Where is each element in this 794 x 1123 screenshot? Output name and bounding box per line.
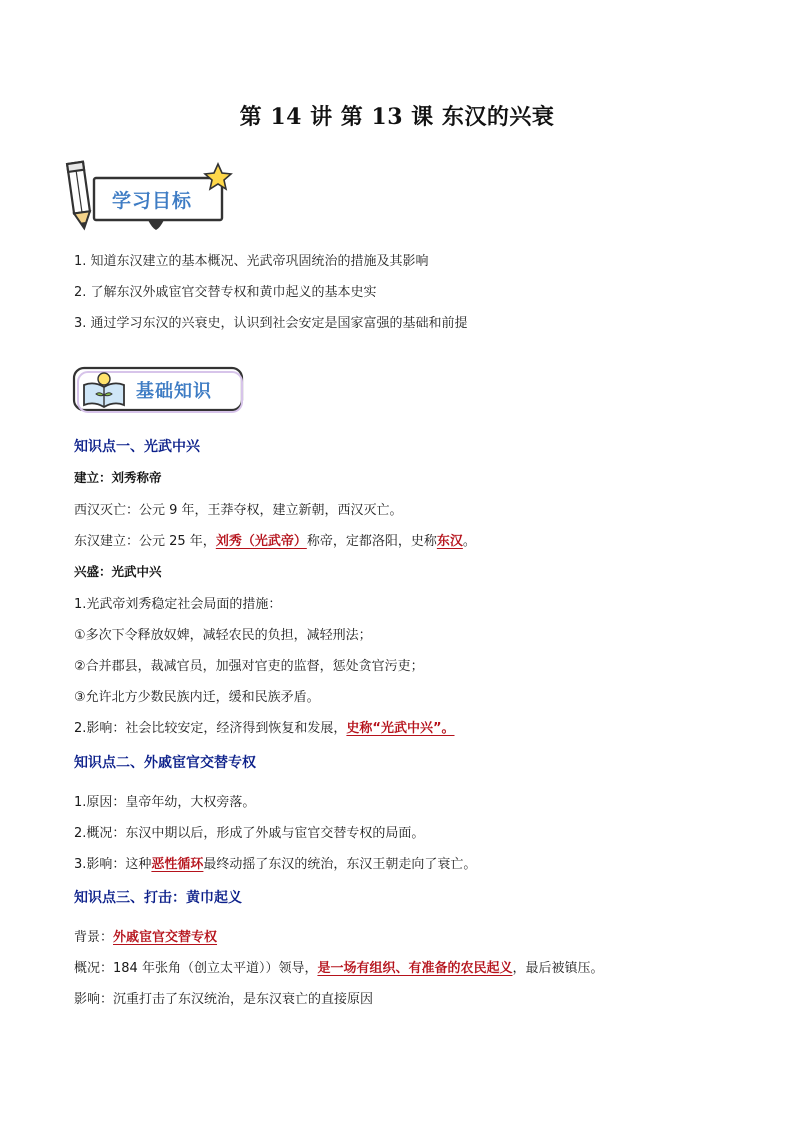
kp1-subheading-prosperity: 兴盛：光武中兴 (74, 564, 162, 579)
text-segment: ，最后被镇压。 (512, 961, 604, 976)
kp2-line-impact (74, 853, 476, 872)
highlight-eastern-han: 东汉 (436, 534, 463, 549)
basic-knowledge-title: 基础知识 (136, 381, 212, 402)
goal-item-2: 2. 了解东汉外戚宦官交替专权和黄巾起义的基本史实 (74, 285, 377, 300)
kp1-line-measure-1: ①多次下令释放奴婢，减轻农民的负担，减轻刑法； (74, 628, 372, 643)
kp1-heading: 知识点一、光武中兴 (74, 439, 200, 455)
kp3-line-impact: 影响：沉重打击了东汉统治，是东汉衰亡的直接原因 (74, 992, 374, 1007)
goal-item-1: 1. 知道东汉建立的基本概况、光武帝巩固统治的措施及其影响 (74, 254, 429, 269)
kp3-heading: 知识点三、打击：黄巾起义 (74, 890, 242, 906)
highlight-guangwu-revival: 史称“光武中兴”。 (346, 721, 455, 736)
text-segment: 背景： (74, 930, 114, 945)
kp2-line-cause: 1.原因：皇帝年幼，大权旁落。 (74, 795, 256, 810)
kp1-line-measure-3: ③允许北方少数民族内迁，缓和民族矛盾。 (74, 690, 320, 705)
highlight-liu-xiu: 刘秀（光武帝） (215, 534, 307, 549)
text-segment: 。 (462, 534, 476, 549)
text-segment: 最终动摇了东汉的统治，东汉王朝走向了衰亡。 (203, 857, 477, 872)
text-segment: 概况：184 年张角（创立太平道））领导， (74, 961, 318, 976)
kp1-line-western-han-fall: 西汉灭亡：公元 9 年，王莽夺权，建立新朝，西汉灭亡。 (74, 503, 403, 518)
kp1-line-eastern-han-founding (74, 530, 476, 549)
highlight-vicious-cycle: 恶性循环 (151, 857, 204, 872)
text-segment: 3.影响：这种 (74, 857, 152, 872)
page-title: 第 14 讲 第 13 课 东汉的兴衰 (239, 104, 555, 130)
goal-item-3: 3. 通过学习东汉的兴衰史，认识到社会安定是国家富强的基础和前提 (74, 316, 468, 331)
kp1-line-impact (74, 717, 455, 736)
kp1-line-measures: 1.光武帝刘秀稳定社会局面的措施： (74, 597, 282, 612)
kp1-line-measure-2: ②合并郡县，裁减官员，加强对官吏的监督，惩处贪官污吏； (74, 659, 424, 674)
kp3-line-overview (74, 957, 603, 976)
highlight-consort-eunuch: 外戚宦官交替专权 (113, 930, 218, 945)
text-segment: 东汉建立：公元 25 年， (74, 534, 216, 549)
kp2-heading: 知识点二、外戚宦官交替专权 (74, 755, 256, 771)
kp1-subheading-founding: 建立：刘秀称帝 (74, 470, 162, 485)
learning-goals-badge (64, 158, 234, 236)
text-segment: 2.影响：社会比较安定，经济得到恢复和发展， (74, 721, 347, 736)
text-segment: 称帝，定都洛阳，史称 (306, 534, 437, 549)
basic-knowledge-badge (72, 365, 247, 415)
kp2-line-overview: 2.概况：东汉中期以后，形成了外戚与宦官交替专权的局面。 (74, 826, 425, 841)
kp3-line-background (74, 926, 217, 945)
learning-goals-title: 学习目标 (112, 190, 193, 212)
highlight-organized-uprising: 是一场有组织、有准备的农民起义 (317, 961, 513, 976)
